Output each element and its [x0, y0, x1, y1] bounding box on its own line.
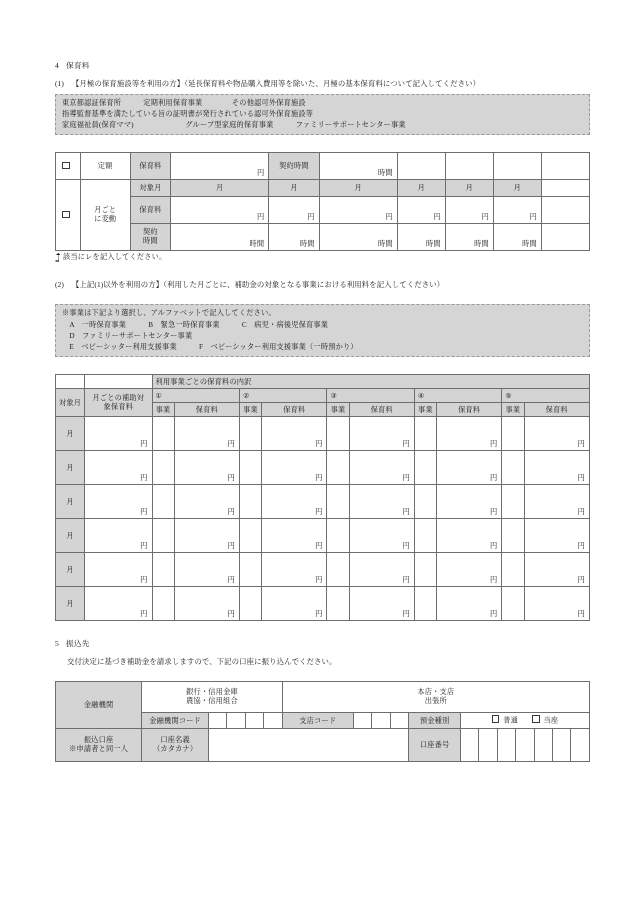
row-fee-1[interactable]: [174, 587, 239, 621]
row-unit-yen-5: 円: [577, 576, 585, 585]
fixed-fee-input[interactable]: [171, 153, 269, 180]
table-row: [56, 519, 590, 553]
row-fee-1[interactable]: [174, 553, 239, 587]
account-number-box-4[interactable]: [516, 729, 534, 762]
footnote-text: 該当にレを記入してください。: [63, 253, 167, 262]
variable-hours-input-2[interactable]: [269, 224, 319, 251]
account-number-label: 口座番号: [409, 729, 461, 762]
row-month-label: 月: [56, 485, 85, 519]
deposit-type-label: 預金種別: [409, 713, 461, 729]
row-unit-yen-5: 円: [577, 542, 585, 551]
usage-breakdown-table: [55, 374, 590, 621]
row-jigyou-2[interactable]: [239, 519, 261, 553]
row-unit-yen-5: 円: [577, 474, 585, 483]
spacer-2: [445, 153, 493, 180]
table1-hours-row: [56, 224, 590, 251]
section-5-title: 振込先: [66, 639, 90, 649]
row-jigyou-4[interactable]: [414, 417, 436, 451]
row-fee-3[interactable]: [349, 451, 414, 485]
spacer-1: [397, 153, 445, 180]
checkbox-footnote: [55, 252, 590, 262]
unit-hour-3: 時間: [378, 240, 393, 249]
sub-jigyou-2: 事業: [239, 403, 261, 417]
row-jigyou-4[interactable]: [414, 587, 436, 621]
row-fee-2[interactable]: [262, 417, 327, 451]
row-jigyou-5[interactable]: [502, 553, 524, 587]
row-unit-yen-3: 円: [402, 474, 410, 483]
row-fee-4[interactable]: [437, 485, 502, 519]
sub-fee-4: 保育料: [437, 403, 502, 417]
spacer-5: [541, 180, 589, 197]
item-2-label: (2): [55, 280, 64, 290]
row-month-label: 月: [56, 417, 85, 451]
bank-code-box-3[interactable]: [245, 713, 263, 729]
row-unit-yen-4: 円: [490, 576, 498, 585]
row-unit-yen-1: 円: [227, 610, 235, 619]
row-fee-4[interactable]: [437, 587, 502, 621]
group-header-4: ④: [414, 389, 501, 403]
row-jigyou-2[interactable]: [239, 417, 261, 451]
row-jigyou-1[interactable]: [152, 553, 174, 587]
t2-monthly-subsidy-header: 月ごとの補助対 象保育料: [85, 389, 152, 417]
section-5-lead: 交付決定に基づき補助金を請求しますので、下記の口座に振り込んでください。: [67, 657, 337, 667]
row-unit-yen-3: 円: [402, 508, 410, 517]
bank-code-box-4[interactable]: [264, 713, 282, 729]
fixed-hours-input[interactable]: [319, 153, 397, 180]
row-unit-yen-4: 円: [490, 508, 498, 517]
row-fee-4[interactable]: [437, 417, 502, 451]
month-col-4: 月: [397, 180, 445, 197]
futsuu-label: 普通: [503, 716, 518, 725]
codes-line-2: A 一時保育事業 B 緊急一時保育事業 C 病児・病後児保育事業: [62, 320, 329, 329]
row-unit-yen-2: 円: [315, 610, 323, 619]
variable-label-cell: 月ごと に変動: [80, 180, 130, 251]
unit-yen-4: 円: [433, 213, 441, 222]
row-unit-yen-1: 円: [227, 508, 235, 517]
row-fee-2[interactable]: [262, 553, 327, 587]
row-unit-yen: 円: [140, 440, 148, 449]
t2-group-number-row: [56, 389, 590, 403]
row-jigyou-4[interactable]: [414, 519, 436, 553]
t2-group-title-row: [56, 375, 590, 389]
row-jigyou-3[interactable]: [327, 485, 349, 519]
notebox-line-1: 東京都認証保育所 定期利用保育事業 その他認可外保育施設: [62, 99, 306, 107]
bank-name-row: [56, 682, 590, 713]
target-month-label: 対象月: [130, 180, 170, 197]
t2-blank-1: [56, 375, 85, 389]
row-jigyou-2[interactable]: [239, 451, 261, 485]
row-fee-3[interactable]: [349, 587, 414, 621]
group-header-2: ②: [239, 389, 326, 403]
month-col-1: 月: [171, 180, 269, 197]
item-1-text: 【月極の保育施設等を利用の方】（延長保育料や物品購入費用等を除いた、月極の基本保育料について記入してください）: [71, 79, 481, 88]
spacer-4: [541, 153, 589, 180]
spacer-3: [493, 153, 541, 180]
codes-line-3: D ファミリーサポートセンター事業: [62, 331, 193, 340]
row-subsidy-input[interactable]: [85, 519, 152, 553]
unit-yen-6: 円: [529, 213, 537, 222]
table-row: [56, 417, 590, 451]
breakdown-group-header: 利用事業ごとの保育料の内訳: [152, 375, 589, 389]
sub-fee-1: 保育料: [174, 403, 239, 417]
row-unit-yen: 円: [140, 542, 148, 551]
row-unit-yen-1: 円: [227, 542, 235, 551]
group-header-1: ①: [152, 389, 239, 403]
row-unit-yen-5: 円: [577, 610, 585, 619]
row-unit-yen: 円: [140, 508, 148, 517]
item-2-text: 【上記(1)以外を利用の方】（利用した月ごとに、補助金の対象となる事業における利用料を記入してください）: [71, 280, 445, 290]
fixed-checkbox-cell[interactable]: [56, 153, 81, 180]
month-col-6: 月: [493, 180, 541, 197]
section-4-number: 4: [55, 61, 60, 70]
row-jigyou-2[interactable]: [239, 553, 261, 587]
month-col-3: 月: [319, 180, 397, 197]
row-fee-5[interactable]: [524, 553, 590, 587]
variable-checkbox[interactable]: [62, 211, 70, 219]
row-fee-3[interactable]: [349, 417, 414, 451]
sub-jigyou-5: 事業: [502, 403, 524, 417]
unit-yen-2: 円: [307, 213, 315, 222]
deposit-touza-option[interactable]: [532, 715, 558, 726]
row-jigyou-5[interactable]: [502, 417, 524, 451]
row-jigyou-5[interactable]: [502, 587, 524, 621]
unit-yen-1: 円: [256, 213, 265, 222]
month-col-2: 月: [269, 180, 319, 197]
row-unit-yen-4: 円: [490, 542, 498, 551]
month-col-5: 月: [445, 180, 493, 197]
section-4-heading: [55, 60, 590, 71]
row-jigyou-4[interactable]: [414, 451, 436, 485]
row-fee-5[interactable]: [524, 587, 590, 621]
row-jigyou-5[interactable]: [502, 519, 524, 553]
fixed-label-cell: 定額: [80, 153, 130, 180]
row-subsidy-input[interactable]: [85, 553, 152, 587]
program-codes-notebox: [55, 304, 590, 357]
unit-yen-5: 円: [481, 213, 489, 222]
account-number-box-1[interactable]: [461, 729, 479, 762]
row-jigyou-1[interactable]: [152, 451, 174, 485]
row-jigyou-1[interactable]: [152, 519, 174, 553]
row-fee-2[interactable]: [262, 485, 327, 519]
account-holder-label: 口座名義 （カタカナ）: [142, 729, 209, 762]
notebox-line-3: 家庭福祉員(保育ママ) グループ型家庭的保育事業 ファミリーサポートセンター事業: [62, 121, 406, 130]
row-unit-yen-2: 円: [315, 440, 323, 449]
table1-fee-row: [56, 197, 590, 224]
row-unit-yen-2: 円: [315, 474, 323, 483]
bank-code-box-1[interactable]: [209, 713, 227, 729]
row-fee-2[interactable]: [262, 519, 327, 553]
table1-fixed-row: [56, 153, 590, 180]
row-unit-yen-2: 円: [315, 576, 323, 585]
row-subsidy-input[interactable]: [85, 417, 152, 451]
variable-hours-input-4[interactable]: [397, 224, 445, 251]
deposit-futsuu-option[interactable]: [492, 715, 518, 726]
bank-name-input[interactable]: 銀行・信用金庫 農協・信用組合: [142, 682, 282, 713]
monthly-fee-table: [55, 152, 590, 251]
row-unit-yen-5: 円: [577, 440, 585, 449]
row-jigyou-2[interactable]: [239, 485, 261, 519]
row-unit-yen-1: 円: [227, 440, 235, 449]
row-jigyou-3[interactable]: [327, 587, 349, 621]
touza-checkbox[interactable]: [532, 715, 540, 723]
unit-hour-5: 時間: [474, 240, 489, 249]
row-fee-1[interactable]: [174, 485, 239, 519]
row-unit-yen-3: 円: [402, 576, 410, 585]
fixed-fee-label: 保育料: [130, 153, 170, 180]
row-unit-yen-3: 円: [402, 440, 410, 449]
row-jigyou-3[interactable]: [327, 553, 349, 587]
row-fee-3[interactable]: [349, 485, 414, 519]
variable-fee-label: 保育料: [130, 197, 170, 224]
variable-fee-input-3[interactable]: [319, 197, 397, 224]
branch-name-input[interactable]: 本店・支店 出張所: [282, 682, 589, 713]
section-5-number: 5: [55, 639, 60, 649]
row-unit-yen: 円: [140, 610, 148, 619]
unit-hour-4: 時間: [426, 240, 441, 249]
row-month-label: 月: [56, 553, 85, 587]
unit-hour-6: 時間: [522, 240, 537, 249]
branch-code-box-2[interactable]: [372, 713, 390, 729]
variable-hours-label: 契約 時間: [130, 224, 170, 251]
row-unit-yen-2: 円: [315, 542, 323, 551]
item-2-heading: [55, 279, 590, 290]
fixed-hours-label: 契約時間: [269, 153, 319, 180]
eligible-facilities-notebox: [55, 94, 590, 135]
account-holder-row: [56, 729, 590, 762]
variable-hours-input-5[interactable]: [445, 224, 493, 251]
row-month-label: 月: [56, 587, 85, 621]
row-fee-2[interactable]: [262, 587, 327, 621]
row-fee-1[interactable]: [174, 519, 239, 553]
row-jigyou-3[interactable]: [327, 417, 349, 451]
codes-line-1: ※事業は下記より選択し、アルファベットで記入してください。: [62, 309, 276, 318]
fixed-hours-unit: 時間: [378, 169, 393, 178]
sub-fee-5: 保育料: [524, 403, 590, 417]
row-fee-5[interactable]: [524, 451, 590, 485]
table-row: [56, 485, 590, 519]
row-jigyou-4[interactable]: [414, 485, 436, 519]
unit-yen-3: 円: [385, 213, 393, 222]
row-jigyou-1[interactable]: [152, 485, 174, 519]
row-unit-yen-5: 円: [577, 508, 585, 517]
sub-jigyou-4: 事業: [414, 403, 436, 417]
unit-hour-2: 時間: [299, 240, 315, 249]
item-1-heading: [55, 78, 590, 89]
codes-line-4: E ベビーシッター利用支援事業 F ベビーシッター利用支援事業（一時預かり）: [62, 342, 358, 351]
row-unit-yen-4: 円: [490, 440, 498, 449]
sub-fee-3: 保育料: [349, 403, 414, 417]
account-holder-input[interactable]: [209, 729, 409, 762]
bank-institution-label: 金融機関: [56, 682, 142, 729]
account-number-box-5[interactable]: [534, 729, 552, 762]
table-row: [56, 553, 590, 587]
sub-jigyou-1: 事業: [152, 403, 174, 417]
branch-code-box-1[interactable]: [354, 713, 372, 729]
row-fee-5[interactable]: [524, 519, 590, 553]
row-unit-yen-1: 円: [227, 576, 235, 585]
variable-fee-input-4[interactable]: [397, 197, 445, 224]
bank-account-table: [55, 681, 590, 762]
row-jigyou-1[interactable]: [152, 587, 174, 621]
section-5-heading: [55, 638, 590, 649]
variable-fee-input-5[interactable]: [445, 197, 493, 224]
fixed-checkbox[interactable]: [62, 162, 70, 170]
sub-jigyou-3: 事業: [327, 403, 349, 417]
row-subsidy-input[interactable]: [85, 451, 152, 485]
group-header-3: ③: [327, 389, 414, 403]
row-fee-2[interactable]: [262, 451, 327, 485]
sub-fee-2: 保育料: [262, 403, 327, 417]
row-fee-3[interactable]: [349, 553, 414, 587]
account-number-box-7[interactable]: [571, 729, 590, 762]
variable-fee-input-2[interactable]: [269, 197, 319, 224]
table-row: [56, 451, 590, 485]
row-month-label: 月: [56, 519, 85, 553]
variable-hours-input-3[interactable]: [319, 224, 397, 251]
row-fee-1[interactable]: [174, 417, 239, 451]
deposit-type-options[interactable]: [461, 713, 590, 729]
table-row: [56, 587, 590, 621]
row-jigyou-3[interactable]: [327, 519, 349, 553]
transfer-account-label: 振込口座 ※申請者と同一人: [56, 729, 142, 762]
row-unit-yen-2: 円: [315, 508, 323, 517]
futsuu-checkbox[interactable]: [492, 715, 500, 723]
branch-code-label: 支店コード: [282, 713, 353, 729]
table1-month-header-row: [56, 180, 590, 197]
row-unit-yen-1: 円: [227, 474, 235, 483]
bank-code-box-2[interactable]: [227, 713, 245, 729]
touza-label: 当座: [543, 716, 559, 725]
row-unit-yen-4: 円: [490, 610, 498, 619]
fixed-fee-unit: 円: [256, 169, 265, 178]
row-jigyou-2[interactable]: [239, 587, 261, 621]
row-fee-4[interactable]: [437, 451, 502, 485]
account-number-box-2[interactable]: [479, 729, 497, 762]
notebox-line-2: 指導監督基準を満たしている旨の証明書が発行されている認可外保育施設等: [62, 110, 314, 119]
row-fee-4[interactable]: [437, 519, 502, 553]
row-fee-4[interactable]: [437, 553, 502, 587]
t2-blank-2: [85, 375, 152, 389]
row-subsidy-input[interactable]: [85, 587, 152, 621]
row-fee-3[interactable]: [349, 519, 414, 553]
row-jigyou-4[interactable]: [414, 553, 436, 587]
unit-hour-1: 時間: [249, 240, 265, 249]
row-jigyou-3[interactable]: [327, 451, 349, 485]
variable-checkbox-cell[interactable]: [56, 180, 81, 251]
up-arrow-icon: [55, 253, 62, 262]
row-fee-1[interactable]: [174, 451, 239, 485]
row-fee-5[interactable]: [524, 417, 590, 451]
group-header-5: ⑤: [502, 389, 590, 403]
account-number-box-3[interactable]: [497, 729, 515, 762]
row-fee-5[interactable]: [524, 485, 590, 519]
row-jigyou-5[interactable]: [502, 451, 524, 485]
branch-code-box-3[interactable]: [390, 713, 408, 729]
t2-target-month-header: 対象月: [56, 389, 85, 417]
bank-code-label: 金融機関コード: [142, 713, 209, 729]
row-jigyou-1[interactable]: [152, 417, 174, 451]
row-subsidy-input[interactable]: [85, 485, 152, 519]
spacer-7: [541, 224, 589, 251]
item-1-label: (1): [55, 79, 64, 88]
row-jigyou-5[interactable]: [502, 485, 524, 519]
row-unit-yen-4: 円: [490, 474, 498, 483]
row-unit-yen: 円: [140, 474, 148, 483]
row-unit-yen: 円: [140, 576, 148, 585]
variable-hours-input-1[interactable]: [171, 224, 269, 251]
section-4-title: 保育料: [66, 61, 90, 70]
row-month-label: 月: [56, 451, 85, 485]
row-unit-yen-3: 円: [402, 542, 410, 551]
account-number-box-6[interactable]: [553, 729, 571, 762]
variable-fee-input-6[interactable]: [493, 197, 541, 224]
variable-fee-input-1[interactable]: [171, 197, 269, 224]
spacer-6: [541, 197, 589, 224]
variable-hours-input-6[interactable]: [493, 224, 541, 251]
row-unit-yen-3: 円: [402, 610, 410, 619]
